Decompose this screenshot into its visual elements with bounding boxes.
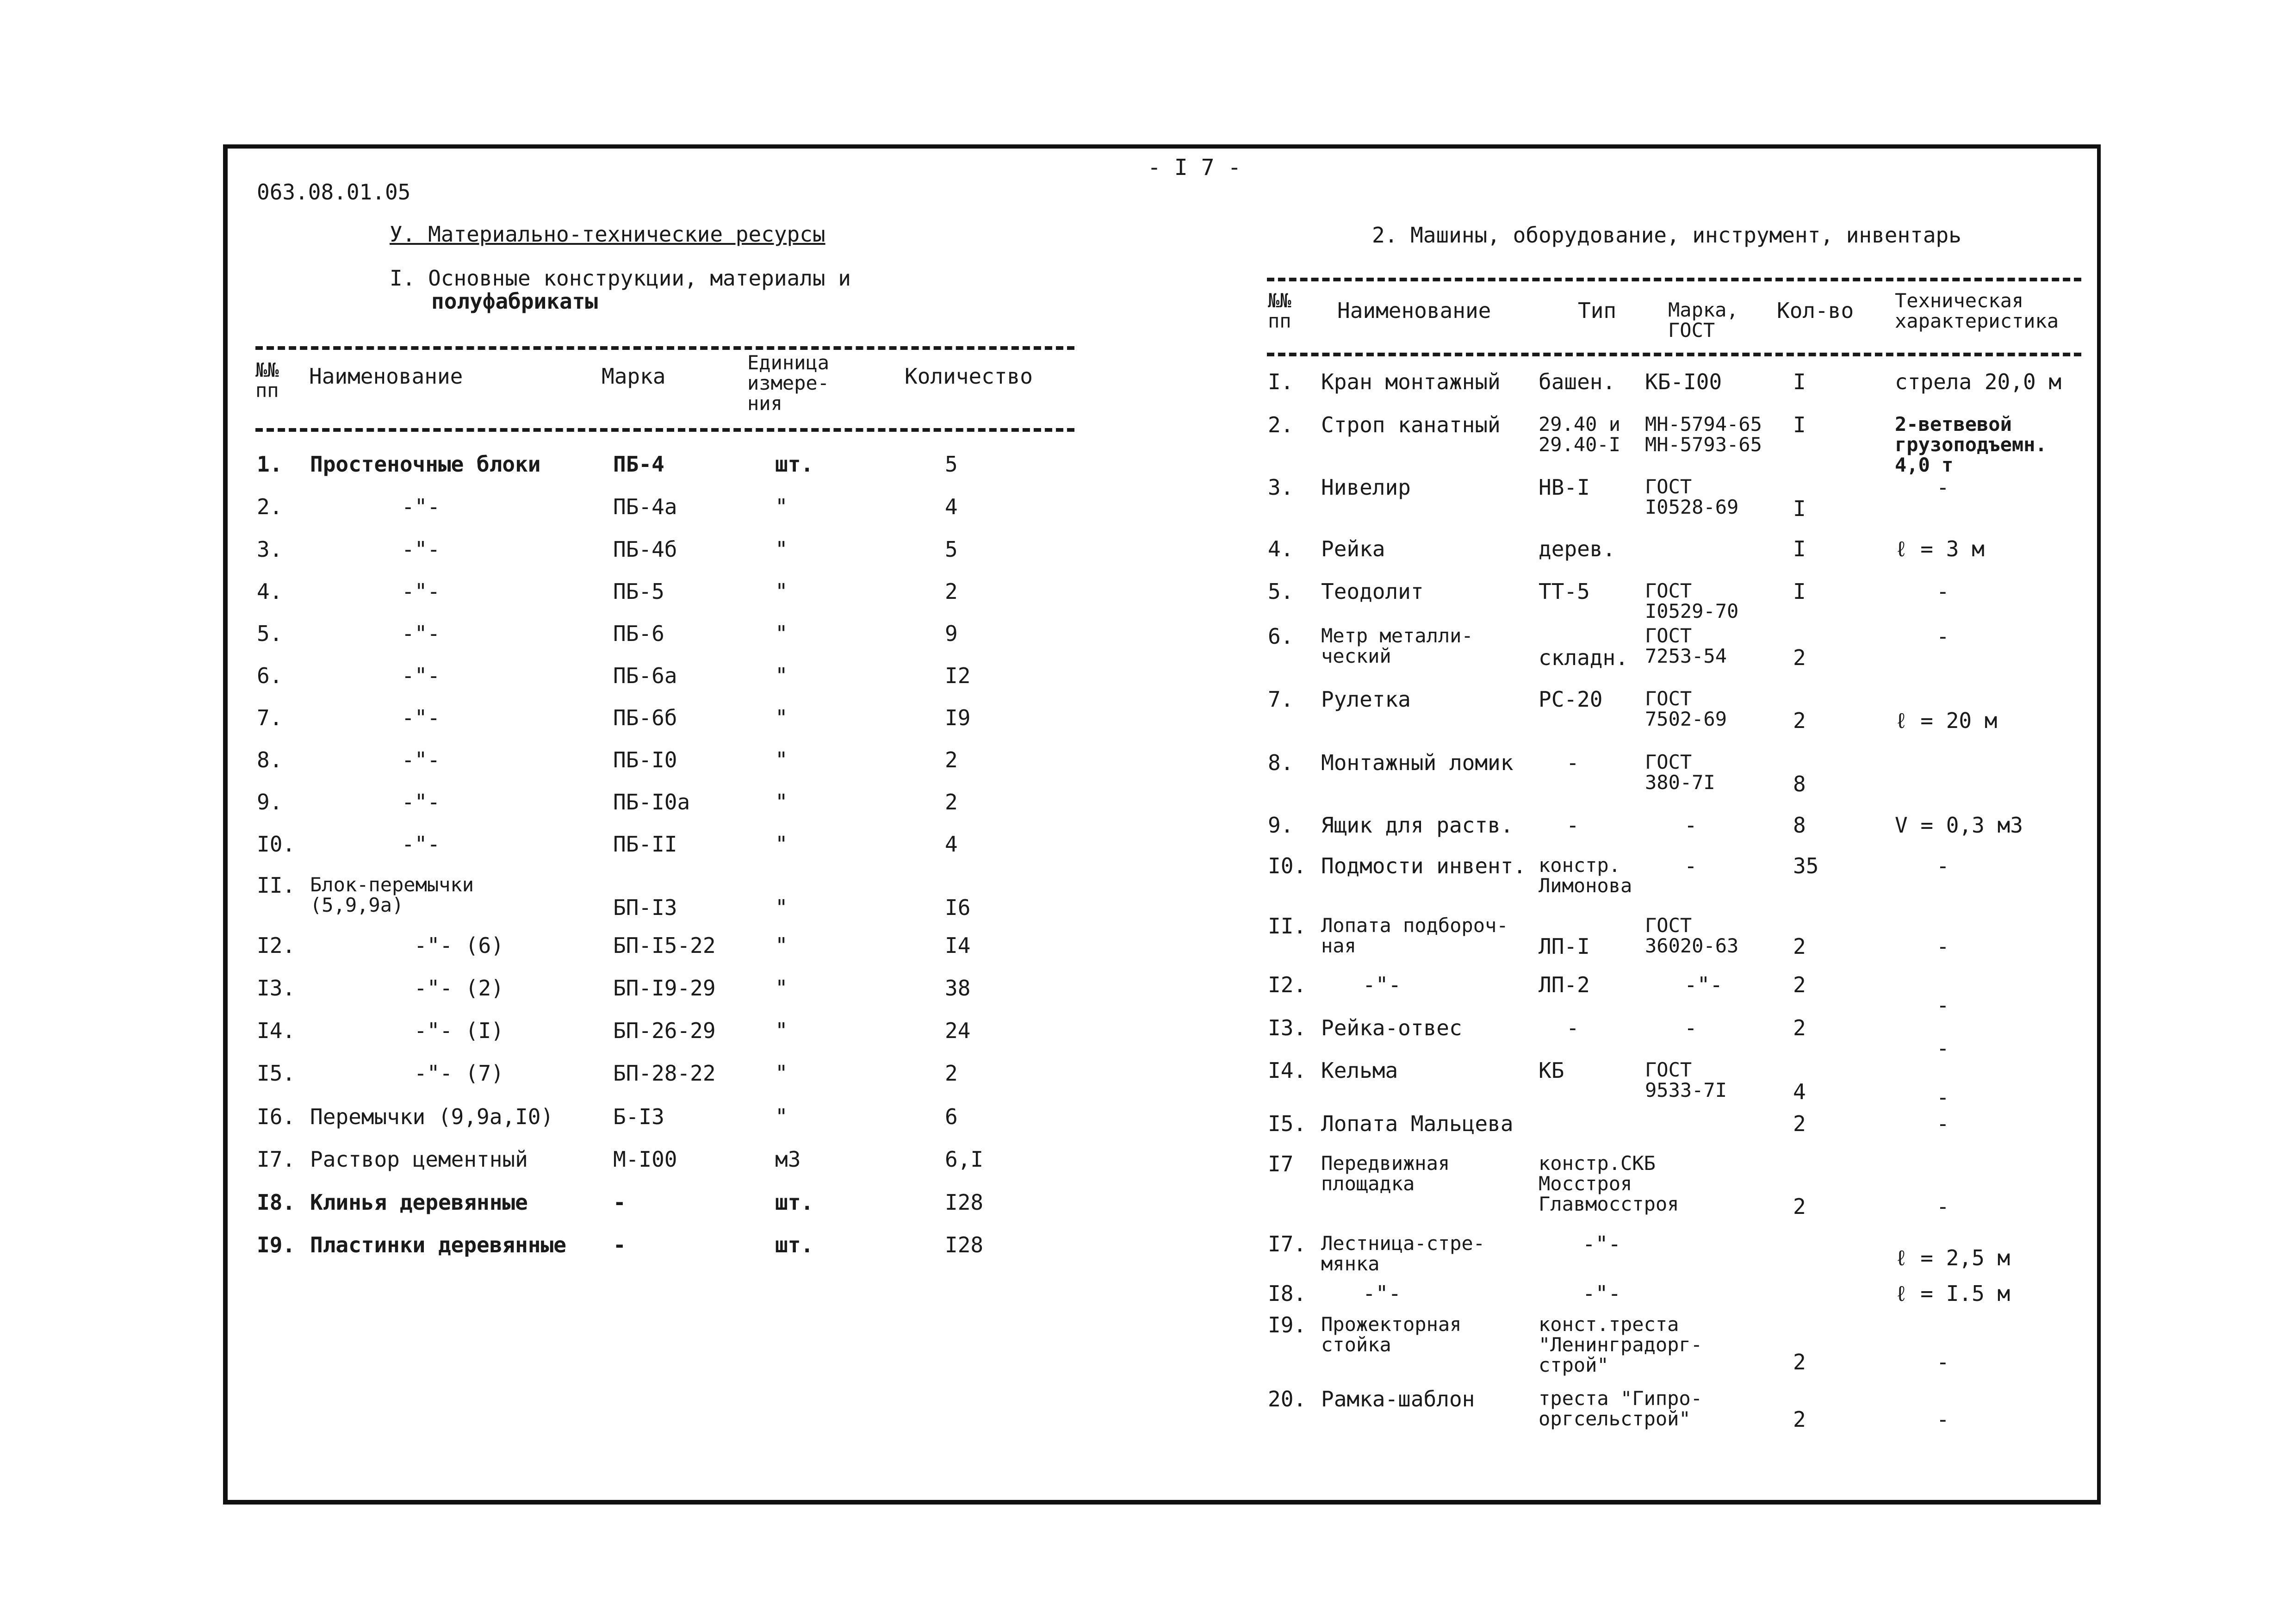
right-row-num: 20. — [1268, 1387, 1307, 1412]
left-row-unit: " — [775, 1018, 788, 1043]
right-row-tech: - — [1936, 853, 1949, 878]
right-row-num: 6. — [1268, 624, 1294, 649]
left-section-title: У. Материально-технические ресурсы — [390, 222, 825, 247]
right-header-bottom-rule — [1267, 353, 2081, 356]
right-row-name: Прожекторная стойка — [1321, 1313, 1462, 1356]
left-row-num: II. — [257, 873, 296, 898]
right-row-name: Подмости инвент. — [1321, 853, 1527, 878]
left-row-num: 1. — [257, 452, 283, 477]
left-row-qty: 4 — [945, 494, 958, 519]
right-row-tech: V = 0,3 м3 — [1895, 813, 2023, 838]
right-row-mark: ГОСТ I0529-70 — [1645, 579, 1739, 622]
left-row-num: 8. — [257, 747, 283, 772]
right-row-name: Нивелир — [1321, 475, 1411, 500]
left-row-mark: ПБ-I0а — [613, 790, 690, 815]
right-row-qty: 2 — [1793, 645, 1806, 670]
right-row-name: Лопата Мальцева — [1321, 1111, 1514, 1136]
left-row-qty: 5 — [945, 452, 958, 477]
right-row-num: I5. — [1268, 1111, 1307, 1136]
left-header-bottom-rule — [255, 428, 1074, 432]
left-row-unit: " — [775, 579, 788, 604]
left-row-unit: " — [775, 832, 788, 857]
right-row-type: РС-20 — [1539, 687, 1603, 712]
left-row-mark: БП-I9-29 — [613, 976, 716, 1001]
left-row-name: Блок-перемычки (5,9,9а) — [310, 873, 474, 916]
left-row-qty: I9 — [945, 705, 971, 730]
right-row-num: 7. — [1268, 687, 1294, 712]
right-row-num: I4. — [1268, 1058, 1307, 1083]
right-row-name: Метр металли- ческий — [1321, 624, 1473, 667]
right-row-name: Кельма — [1321, 1058, 1398, 1083]
right-row-type: ЛП-I — [1539, 934, 1590, 959]
left-row-num: 5. — [257, 621, 283, 646]
right-row-type: ЛП-2 — [1539, 972, 1590, 997]
left-row-qty: 2 — [945, 747, 958, 772]
right-header-top-rule — [1267, 278, 2081, 281]
left-row-num: 2. — [257, 494, 283, 519]
left-row-qty: 24 — [945, 1018, 971, 1043]
left-row-mark: - — [613, 1190, 626, 1215]
right-row-num: 5. — [1268, 579, 1294, 604]
right-row-name: -"- — [1363, 1281, 1402, 1306]
left-row-name: -"- — [402, 705, 441, 730]
right-row-mark: ГОСТ 7502-69 — [1645, 687, 1727, 730]
left-row-qty: I28 — [945, 1232, 984, 1257]
left-row-name: Раствор цементный — [310, 1147, 528, 1172]
right-row-tech: 2-ветвевой грузоподъемн. 4,0 т — [1895, 413, 2047, 476]
right-row-qty: 8 — [1793, 813, 1806, 838]
right-row-qty: I — [1793, 412, 1806, 437]
left-row-unit: шт. — [775, 1190, 814, 1215]
right-row-tech: - — [1936, 1194, 1949, 1219]
right-row-num: I0. — [1268, 853, 1307, 878]
left-row-unit: м3 — [775, 1147, 801, 1172]
right-row-type: дерев. — [1539, 536, 1616, 561]
right-row-tech: - — [1936, 624, 1949, 649]
right-col-mark-header: Марка, ГОСТ — [1668, 298, 1738, 342]
left-row-qty: 2 — [945, 790, 958, 815]
right-row-name: Рейка-отвес — [1321, 1015, 1462, 1040]
right-row-qty: I — [1793, 369, 1806, 394]
left-row-qty: 38 — [945, 976, 971, 1001]
left-row-unit: " — [775, 621, 788, 646]
left-row-mark: ПБ-4а — [613, 494, 677, 519]
left-row-qty: 2 — [945, 579, 958, 604]
right-row-mark: ГОСТ I0528-69 — [1645, 475, 1739, 518]
right-row-name: Рулетка — [1321, 687, 1411, 712]
right-row-tech: ℓ = 3 м — [1895, 536, 1985, 561]
right-row-name: Рамка-шаблон — [1321, 1387, 1475, 1412]
right-row-type: -"- — [1582, 1231, 1621, 1256]
right-row-mark: -"- — [1684, 972, 1723, 997]
left-row-num: I6. — [257, 1104, 296, 1129]
right-row-qty: I — [1793, 536, 1806, 561]
left-row-mark: БП-I3 — [613, 895, 677, 920]
document-code: 063.08.01.05 — [257, 180, 411, 205]
left-row-unit: " — [775, 895, 788, 920]
left-row-mark: М-I00 — [613, 1147, 677, 1172]
left-row-qty: I4 — [945, 933, 971, 958]
right-row-name: Монтажный ломик — [1321, 750, 1514, 775]
right-row-qty: 4 — [1793, 1079, 1806, 1104]
left-row-mark: ПБ-4 — [613, 452, 664, 477]
left-row-mark: БП-I5-22 — [613, 933, 716, 958]
left-subtitle-line1: I. Основные конструкции, материалы и — [390, 266, 851, 291]
left-row-name: Пластинки деревянные — [310, 1232, 566, 1257]
right-row-mark: ГОСТ 9533-7I — [1645, 1058, 1727, 1101]
left-row-name: -"- — [402, 832, 441, 857]
right-row-qty: 2 — [1793, 1194, 1806, 1219]
left-row-num: I8. — [257, 1190, 296, 1215]
right-col-tech-header: Техническая характеристика — [1895, 289, 2059, 332]
right-row-type: констр. Лимонова — [1539, 854, 1632, 897]
left-row-name: -"- — [402, 747, 441, 772]
left-row-qty: 4 — [945, 832, 958, 857]
left-row-name: -"- (7) — [414, 1061, 504, 1086]
right-row-num: I. — [1268, 369, 1294, 394]
right-row-mark: ГОСТ 380-7I — [1645, 751, 1715, 794]
right-row-tech: - — [1936, 1349, 1949, 1374]
right-row-qty: 35 — [1793, 853, 1819, 878]
right-row-tech: - — [1936, 1085, 1949, 1110]
left-row-qty: I2 — [945, 663, 971, 688]
left-row-name: Простеночные блоки — [310, 452, 541, 477]
left-row-name: Клинья деревянные — [310, 1190, 528, 1215]
right-row-tech: - — [1936, 993, 1949, 1018]
right-row-tech: ℓ = I.5 м — [1895, 1281, 2011, 1306]
right-row-num: 8. — [1268, 750, 1294, 775]
right-row-type: ТТ-5 — [1539, 579, 1590, 604]
left-row-unit: " — [775, 933, 788, 958]
right-row-type: НВ-I — [1539, 475, 1590, 500]
right-row-qty: 2 — [1793, 934, 1806, 959]
right-row-type: - — [1566, 813, 1579, 838]
left-row-qty: 2 — [945, 1061, 958, 1086]
right-row-name: Теодолит — [1321, 579, 1424, 604]
left-row-unit: " — [775, 747, 788, 772]
right-row-mark: - — [1684, 853, 1697, 878]
left-subtitle-line2: полуфабрикаты — [431, 289, 598, 314]
left-row-unit: " — [775, 537, 788, 562]
right-row-qty: I — [1793, 496, 1806, 521]
left-row-name: -"- (2) — [414, 976, 504, 1001]
right-row-tech: - — [1936, 579, 1949, 604]
right-row-mark: - — [1684, 1015, 1697, 1040]
right-row-num: I7 — [1268, 1151, 1294, 1176]
left-row-mark: ПБ-4б — [613, 537, 677, 562]
right-row-mark: - — [1684, 813, 1697, 838]
page-number: - I 7 - — [1148, 155, 1241, 180]
right-row-num: 2. — [1268, 412, 1294, 437]
right-row-tech: - — [1936, 475, 1949, 500]
right-col-name-header: Наименование — [1337, 298, 1491, 323]
left-row-qty: 5 — [945, 537, 958, 562]
right-row-type: конст.треста "Ленинградорг- строй" — [1539, 1313, 1703, 1376]
right-row-tech: ℓ = 2,5 м — [1895, 1245, 2011, 1270]
left-col-unit-header: Единица измере- ния — [747, 351, 830, 415]
left-row-num: I4. — [257, 1018, 296, 1043]
left-row-name: -"- — [402, 790, 441, 815]
right-row-mark: МН-5794-65 МН-5793-65 — [1645, 413, 1762, 456]
right-row-name: Передвижная площадка — [1321, 1152, 1450, 1195]
right-row-tech: - — [1936, 1407, 1949, 1432]
left-row-mark: ПБ-I0 — [613, 747, 677, 772]
right-row-tech: - — [1936, 934, 1949, 959]
right-row-qty: 2 — [1793, 708, 1806, 733]
right-row-tech: - — [1936, 1036, 1949, 1061]
right-row-mark: ГОСТ 7253-54 — [1645, 624, 1727, 667]
right-row-qty: 2 — [1793, 972, 1806, 997]
right-row-num: I8. — [1268, 1281, 1307, 1306]
right-row-name: Ящик для раств. — [1321, 813, 1514, 838]
right-row-type: 29.40 и 29.40-I — [1539, 413, 1621, 456]
right-row-num: 3. — [1268, 475, 1294, 500]
right-row-num: I2. — [1268, 972, 1307, 997]
left-row-name: -"- — [402, 663, 441, 688]
left-row-qty: I28 — [945, 1190, 984, 1215]
right-row-num: 4. — [1268, 536, 1294, 561]
left-row-unit: " — [775, 976, 788, 1001]
right-row-qty: 2 — [1793, 1015, 1806, 1040]
right-row-num: I9. — [1268, 1312, 1307, 1337]
right-row-type: башен. — [1539, 369, 1616, 394]
left-row-num: 3. — [257, 537, 283, 562]
left-row-mark: ПБ-6 — [613, 621, 664, 646]
right-row-num: I3. — [1268, 1015, 1307, 1040]
left-row-unit: " — [775, 790, 788, 815]
right-row-name: -"- — [1363, 972, 1402, 997]
left-row-num: I5. — [257, 1061, 296, 1086]
left-row-name: -"- — [402, 621, 441, 646]
right-row-type: складн. — [1539, 645, 1628, 670]
left-col-num-header: №№ пп — [255, 359, 279, 402]
left-row-qty: I6 — [945, 895, 971, 920]
right-row-tech: - — [1936, 1111, 1949, 1136]
left-row-num: I3. — [257, 976, 296, 1001]
left-row-num: 6. — [257, 663, 283, 688]
left-row-unit: шт. — [775, 1232, 814, 1257]
right-row-type: -"- — [1582, 1281, 1621, 1306]
left-row-qty: 9 — [945, 621, 958, 646]
right-col-type-header: Тип — [1578, 298, 1617, 323]
right-row-qty: 8 — [1793, 771, 1806, 796]
right-row-mark: КБ-I00 — [1645, 369, 1722, 394]
left-row-unit: " — [775, 705, 788, 730]
right-row-qty: 2 — [1793, 1407, 1806, 1432]
left-row-num: 4. — [257, 579, 283, 604]
left-row-unit: " — [775, 494, 788, 519]
left-row-num: I9. — [257, 1232, 296, 1257]
right-row-qty: 2 — [1793, 1111, 1806, 1136]
right-row-name: Строп канатный — [1321, 412, 1501, 437]
left-row-name: -"- — [402, 537, 441, 562]
right-row-mark: ГОСТ 36020-63 — [1645, 914, 1739, 957]
right-row-name: Рейка — [1321, 536, 1385, 561]
left-row-num: 9. — [257, 790, 283, 815]
right-row-type: констр.СКБ Мосстроя Главмосстроя — [1539, 1152, 1679, 1215]
left-row-qty: 6 — [945, 1104, 958, 1129]
right-row-type: - — [1566, 750, 1579, 775]
left-col-name-header: Наименование — [309, 364, 463, 389]
left-row-unit: " — [775, 1061, 788, 1086]
right-col-qty-header: Кол-во — [1777, 298, 1854, 323]
right-section-title: 2. Машины, оборудование, инструмент, инвентарь — [1372, 223, 1961, 248]
left-row-name: -"- (I) — [414, 1018, 504, 1043]
left-row-unit: " — [775, 663, 788, 688]
left-col-mark-header: Марка — [602, 364, 666, 389]
right-row-qty: 2 — [1793, 1349, 1806, 1374]
left-row-unit: шт. — [775, 452, 814, 477]
right-row-tech: стрела 20,0 м — [1895, 369, 2062, 394]
left-row-name: -"- (6) — [414, 933, 504, 958]
left-row-mark: ПБ-II — [613, 832, 677, 857]
left-row-num: I2. — [257, 933, 296, 958]
left-row-num: I0. — [257, 832, 296, 857]
right-row-num: I7. — [1268, 1231, 1307, 1256]
left-row-mark: ПБ-6а — [613, 663, 677, 688]
left-row-num: I7. — [257, 1147, 296, 1172]
right-row-name: Кран монтажный — [1321, 369, 1501, 394]
right-row-num: 9. — [1268, 813, 1294, 838]
right-row-type: треста "Гипро- оргсельстрой" — [1539, 1387, 1703, 1430]
left-row-mark: - — [613, 1232, 626, 1257]
left-row-name: Перемычки (9,9а,I0) — [310, 1104, 554, 1129]
left-row-unit: " — [775, 1104, 788, 1129]
left-row-name: -"- — [402, 579, 441, 604]
right-col-num-header: №№ пп — [1268, 289, 1291, 332]
right-row-name: Лестница-стре- мянка — [1321, 1232, 1485, 1275]
right-row-num: II. — [1268, 914, 1307, 939]
right-row-type: - — [1566, 1015, 1579, 1040]
left-row-num: 7. — [257, 705, 283, 730]
right-row-tech: ℓ = 20 м — [1895, 708, 1998, 733]
left-row-mark: БП-28-22 — [613, 1061, 716, 1086]
left-row-mark: ПБ-5 — [613, 579, 664, 604]
left-row-qty: 6,I — [945, 1147, 984, 1172]
right-row-qty: I — [1793, 579, 1806, 604]
left-row-mark: Б-I3 — [613, 1104, 664, 1129]
right-row-name: Лопата подбороч- ная — [1321, 914, 1508, 957]
left-row-name: -"- — [402, 494, 441, 519]
left-row-mark: БП-26-29 — [613, 1018, 716, 1043]
left-header-top-rule — [255, 346, 1074, 350]
right-row-type: КБ — [1539, 1058, 1564, 1083]
left-row-mark: ПБ-6б — [613, 705, 677, 730]
left-col-qty-header: Количество — [905, 364, 1033, 389]
